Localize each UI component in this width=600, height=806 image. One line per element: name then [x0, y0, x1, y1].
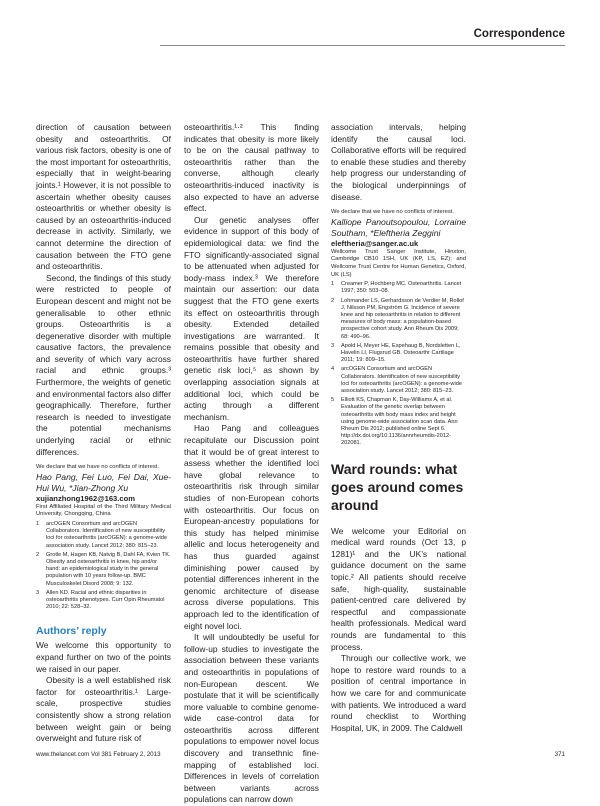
- paragraph: osteoarthritis.¹·² This finding indicates that obesity is more likely to be on the causal pathway to osteoarthritis rather than the converse, although clearly osteoarthritis-induced inactivity is also expected to have an adverse effect.: [184, 122, 319, 214]
- authors: Hao Pang, Fei Luo, Fei Dai, Xue-Hui Wu, *Jian-Zhong Xu: [36, 471, 171, 493]
- reference-item: [331, 397, 466, 447]
- column-3: [331, 122, 466, 734]
- author-email[interactable]: eleftheria@sanger.ac.uk: [331, 238, 419, 248]
- page-number: 371: [554, 751, 565, 758]
- paragraph: association intervals, helping identify the causal loci. Collaborative efforts will be required to enable these studies and thereby help progress our understanding of the biological underpinnings of disease.: [331, 122, 466, 202]
- reference-item: [36, 521, 171, 550]
- paragraph: direction of causation between obesity and osteoarthritis. Of various risk factors, obesity is one of the most important for osteoarthritis, especially that in weight-bearing joints.¹ However, it is not possible to ascertain whether obesity causes osteoarthritis or whether obesity is caused by an osteoarthritis-induced decrease in activity. Similarly, we cannot determine the direction of causation between the FTO gene and osteoarthritis.: [36, 122, 171, 272]
- authors-reply-heading: Authors’ reply: [36, 625, 107, 638]
- column-1: [36, 122, 171, 745]
- ref-text: Apold H, Meyer HE, Espehaug B, Nordsletten L, Havelin LI, Flugsrud GB. Osteoarthr Cartilage 2011; 19: 809–15.: [341, 342, 461, 364]
- ref-text: arcOGEN Consortium and arcOGEN Collaborators. Identification of new susceptibility loci for osteoarthritis (arcOGEN): a genome-wide association study. Lancet 2012; 380: 815–23.: [341, 366, 462, 394]
- ref-text: Creamer P, Hochberg MC. Osteoarthritis. Lancet 1997; 350: 503–08.: [341, 281, 462, 295]
- reference-item: [36, 552, 171, 588]
- reference-item: [331, 343, 466, 365]
- ref-number: 1: [36, 521, 40, 527]
- ref-number: 4: [331, 366, 335, 373]
- declaration: We declare that we have no conflicts of interest.: [36, 464, 159, 471]
- affiliation: First Affiliated Hospital of the Third Military Medical University, Chongqing, China: [36, 503, 171, 518]
- reference-item: [331, 298, 466, 341]
- paragraph: Hao Pang and colleagues recapitulate our Discussion point that it would be of great interest to assess whether the identified loci have global relevance to osteoarthritis risk through similar studies of non-European cohorts with osteoarthritis. Our focus on European-ancestry populations for this study has helped minimise allelic and locus heterogeneity and has thus guarded against diminishing power caused by potential differences inherent in the genomic architecture of disease across diverse populations. This approach led to the identification of eight novel loci.: [184, 423, 319, 631]
- reference-item: [331, 281, 466, 295]
- ref-number: 5: [331, 397, 335, 404]
- affiliation: Wellcome Trust Sanger Institute, Hinxton, Cambridge CB10 1SH, UK (KP, LS, EZ); and Wellcome Trust Centre for Human Genetics, Oxford, UK (LS): [331, 248, 466, 278]
- paragraph: Through our collective work, we hope to restore ward rounds to a position of central importance in how we care for and communicate with patients. We introduced a ward round checklist to Worthing Hospital, UK, in 2009. The Caldwell: [331, 653, 466, 733]
- paragraph: We welcome your Editorial on medical ward rounds (Oct 13, p 1281)¹ and the UK’s national guidance document on the same topic.² All patients should receive safe, high-quality, sustainable patient-centred care delivered by respectful and compassionate health professionals. Medical ward rounds are fundamental to this process.: [331, 525, 466, 652]
- ref-number: 3: [331, 342, 335, 349]
- ref-text: arcOGEN Consortium and arcOGEN Collaborators. Identification of new susceptibility loci for osteoarthritis (arcOGEN): a genome-wide association study. Lancet 2012; 380: 815–23.: [46, 521, 167, 549]
- paragraph: Second, the findings of this study were restricted to people of European descent and might not be generalisable to other ethnic groups. Osteoarthritis is a degenerative disorder with multiple causative factors, the prevalence and severity of which vary across racial and ethnic groups.³ Furthermore, the weights of genetic and environmental factors also differ geographically. Therefore, further research is needed to investigate the potential mechanisms underlying racial or ethnic differences.: [36, 272, 171, 457]
- ref-number: 2: [36, 551, 40, 558]
- reference-item: [331, 366, 466, 395]
- journal-footer[interactable]: www.thelancet.com Vol 381 February 2, 2013: [36, 751, 161, 758]
- header-rule: [160, 45, 565, 46]
- column-2: [184, 122, 319, 806]
- declaration: We declare that we have no conflicts of interest.: [331, 209, 454, 216]
- paragraph: Obesity is a well established risk factor for osteoarthritis.¹ Large-scale, prospective studies consistently show a strong relation between weight gain or being overweight and future risk of: [36, 675, 171, 744]
- ref-text: Lohmander LS, Gerhardsson de Verdier M, Rollof J, Nilsson PM, Engström G. Incidence of severe knee and hip osteoarthritis in relation to different measures of body mass: a population-based prospective cohort study. Ann Rheum Dis 2009; 68: 490–96.: [341, 297, 464, 340]
- paragraph: We welcome this opportunity to expand further on two of the points we raised in our paper.: [36, 640, 171, 674]
- ref-text: Grotle M, Hagen KB, Natvig B, Dahl FA, Kvien TK. Obesity and osteoarthritis in knee, hip and/or hand: an epidemiological study in the general population with 10 years follow-up. BMC Musculoskelet Disord 2008; 9: 132.: [46, 551, 171, 587]
- paragraph: Our genetic analyses offer evidence in support of this body of epidemiological data: we find the FTO significantly-associated signal to be attenuated when adjusted for body-mass index.³ We therefore maintain our assertion: our data suggest that the FTO gene exerts its effect on osteoarthritis through obesity. Extended detailed investigations are warranted. It remains possible that obesity and osteoarthritis have further shared genetic risk loci,⁵ as shown by overlapping association signals at additional loci, which could be acting through a different mechanism.: [184, 214, 319, 422]
- ref-text: Elliott KS, Chapman K, Day-Williams A, et al. Evaluation of the genetic overlap between osteoarthritis with body mass index and height using genome-wide association scan data. Ann Rheum Dis 2012; published online Sept 6. http://dx.doi.org/10.1136/annrheumdis-2012-202081.: [341, 397, 458, 447]
- ref-text: Allen KD. Racial and ethnic disparities in osteoarthritis phenotypes. Curr Opin Rheumatol 2010; 22: 528–32.: [46, 589, 165, 611]
- page-header: [0, 0, 600, 48]
- ref-number: 3: [36, 589, 40, 596]
- paragraph: It will undoubtedly be useful for follow-up studies to investigate the association between these variants and osteoarthritis in populations of non-European descent. We postulate that it will be scientifically more valuable to combine genome-wide case-control data for osteoarthritis across different populations to empower novel locus discovery and transethnic fine-mapping of established loci. Differences in levels of correlation between variants across populations can narrow down: [184, 632, 319, 805]
- authors: Kalliope Panoutsopoulou, Lorraine Southam, *Eleftheria Zeggini: [331, 216, 466, 238]
- ref-number: 1: [331, 281, 335, 288]
- author-email[interactable]: xujianzhong1962@163.com: [36, 493, 135, 503]
- reference-item: [36, 590, 171, 612]
- ward-rounds-heading: Ward rounds: what goes around comes around: [331, 460, 464, 513]
- ref-number: 2: [331, 297, 335, 304]
- section-label: Correspondence: [473, 28, 565, 40]
